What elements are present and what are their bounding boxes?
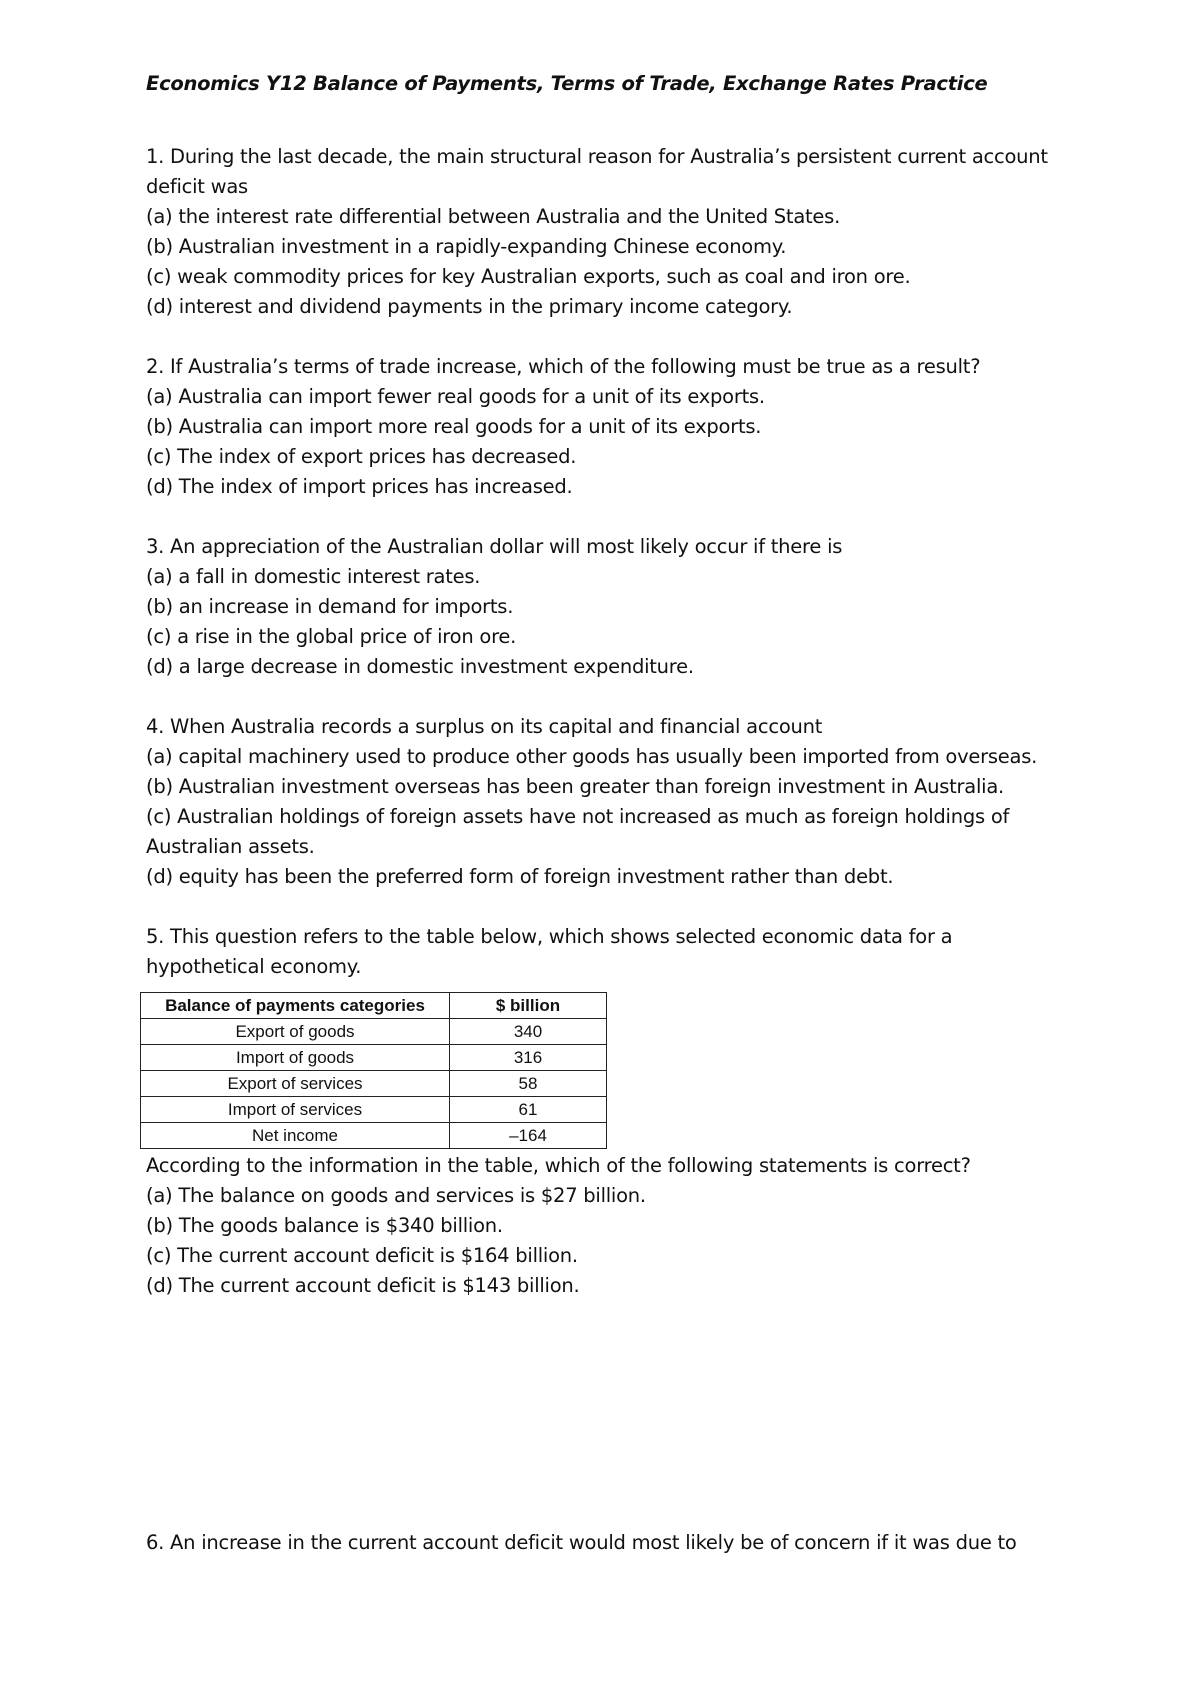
answer-option-b: (b) The goods balance is $340 billion. [146,1214,503,1237]
answer-option-d: (d) interest and dividend payments in the primary income category. [146,295,793,318]
balance-of-payments-table [140,992,607,1149]
question-4 [146,712,1066,892]
table-row [141,1123,607,1149]
answer-option-d: (d) The current account deficit is $143 billion. [146,1274,580,1297]
answer-option-c: (c) The index of export prices has decreased. [146,445,577,468]
answer-option-d: (d) a large decrease in domestic investment expenditure. [146,655,694,678]
table-cell-category: Import of goods [141,1045,450,1071]
question-stem: 1. During the last decade, the main structural reason for Australia’s persistent current account deficit was [146,145,1048,198]
answer-option-d: (d) The index of import prices has increased. [146,475,573,498]
table-cell-category: Net income [141,1123,450,1149]
table-cell-category: Import of services [141,1097,450,1123]
table-row [141,1045,607,1071]
table-row [141,1071,607,1097]
table-cell-amount: 316 [450,1045,607,1071]
table-row [141,1019,607,1045]
answer-option-b: (b) Australia can import more real goods for a unit of its exports. [146,415,762,438]
table-cell-amount: 58 [450,1071,607,1097]
answer-option-b: (b) Australian investment in a rapidly-expanding Chinese economy. [146,235,787,258]
question-stem: 5. This question refers to the table below, which shows selected economic data for a hypothetical economy. [146,925,953,978]
table-row [141,1097,607,1123]
question-2 [146,352,1066,502]
answer-option-a: (a) Australia can import fewer real goods for a unit of its exports. [146,385,765,408]
answer-option-c: (c) a rise in the global price of iron ore. [146,625,517,648]
question-followup: According to the information in the table, which of the following statements is correct? [146,1154,971,1177]
table-cell-amount: 61 [450,1097,607,1123]
answer-option-a: (a) capital machinery used to produce other goods has usually been imported from overseas. [146,745,1038,768]
question-1 [146,142,1066,322]
table-cell-category: Export of services [141,1071,450,1097]
question-stem: 3. An appreciation of the Australian dollar will most likely occur if there is [146,535,843,558]
table-cell-amount: –164 [450,1123,607,1149]
answer-option-b: (b) Australian investment overseas has been greater than foreign investment in Australia. [146,775,1004,798]
answer-option-a: (a) the interest rate differential between Australia and the United States. [146,205,841,228]
answer-option-a: (a) The balance on goods and services is $27 billion. [146,1184,646,1207]
answer-option-c: (c) The current account deficit is $164 billion. [146,1244,578,1267]
answer-option-b: (b) an increase in demand for imports. [146,595,514,618]
table-header-row [141,993,607,1019]
answer-option-c: (c) Australian holdings of foreign assets have not increased as much as foreign holdings of Australian assets. [146,805,1010,858]
question-stem: 6. An increase in the current account deficit would most likely be of concern if it was due to [146,1531,1017,1554]
question-5 [146,922,1066,1301]
document-title: Economics Y12 Balance of Payments, Terms of Trade, Exchange Rates Practice [146,72,988,95]
question-3 [146,532,1066,682]
question-stem: 2. If Australia’s terms of trade increase, which of the following must be true as a result? [146,355,981,378]
answer-option-c: (c) weak commodity prices for key Australian exports, such as coal and iron ore. [146,265,911,288]
table-cell-category: Export of goods [141,1019,450,1045]
question-stem: 4. When Australia records a surplus on its capital and financial account [146,715,823,738]
table-cell-amount: 340 [450,1019,607,1045]
question-6 [146,1528,1086,1558]
answer-option-a: (a) a fall in domestic interest rates. [146,565,481,588]
answer-option-d: (d) equity has been the preferred form of foreign investment rather than debt. [146,865,894,888]
table-header-amount: $ billion [450,993,607,1019]
document-page [146,70,1066,1331]
table-header-category: Balance of payments categories [141,993,450,1019]
